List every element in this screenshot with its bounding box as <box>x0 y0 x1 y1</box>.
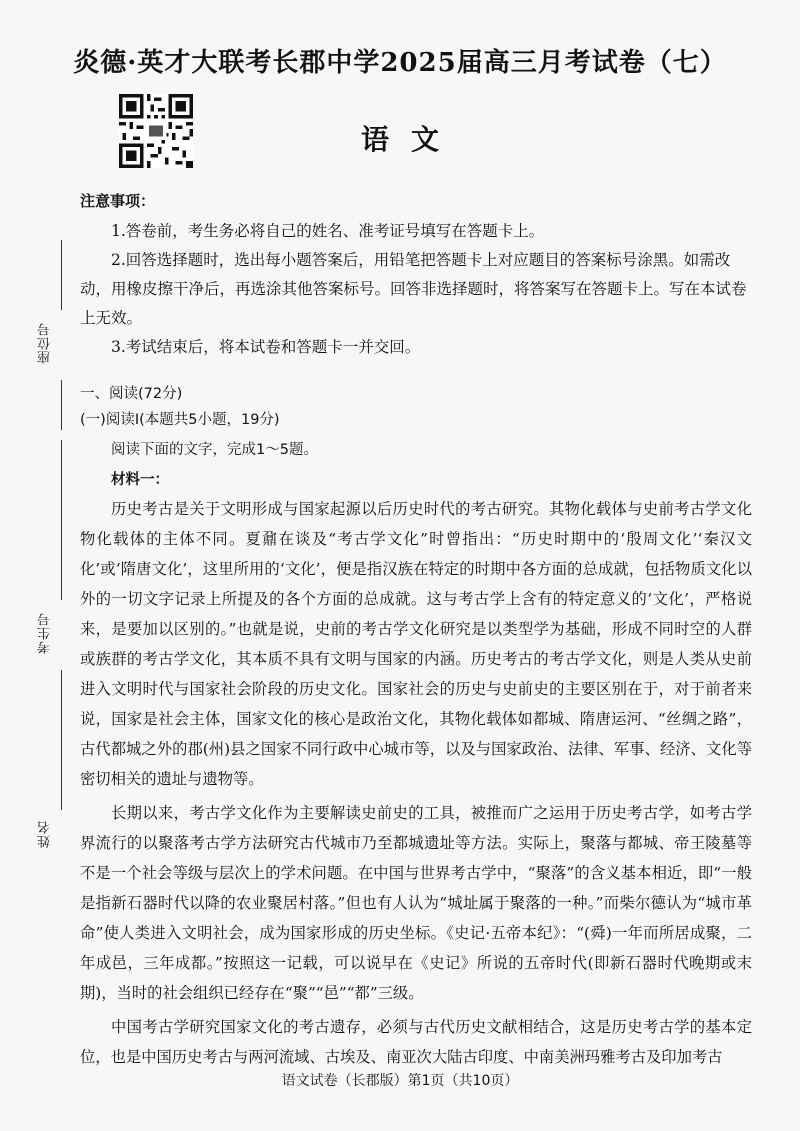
passage-paragraph: 中国考古学研究国家文化的考古遗存，必须与古代历史文献相结合，这是历史考古学的基本定位，也是中国历史考古与两河流域、古埃及、南亚次大陆古印度、中南美洲玛雅考古及印加考古 <box>80 1018 752 1066</box>
exam-number-label: 考生号 <box>38 612 53 654</box>
exam-title: 炎德·英才大联考长郡中学2025届高三月考试卷（七） <box>73 48 727 78</box>
material-label: 材料一： <box>111 472 169 488</box>
notice-item: 3.考试结束后，将本试卷和答题卡一并交回。 <box>111 338 421 356</box>
notice-item: 1.答卷前，考生务必将自己的姓名、准考证号填写在答题卡上。 <box>111 222 545 240</box>
notice-title: 注意事项： <box>80 192 156 210</box>
reading-section <box>80 381 752 493</box>
notice-section <box>80 190 752 362</box>
passage-paragraph: 历史考古是关于文明形成与国家起源以后历史时代的考古研究。其物化载体与史前考古学文化物化载体的主体不同。夏鼐在谈及“考古学文化”时曾指出：“历史时期中的‘殷周文化’‘秦汉文化’或‘隋唐文化’，这里所用的‘文化’，便是指汉族在特定的时期中各方面的总成就，包括物质文化以外的一切文字记录上所提及的各个方面的总成就。这与考古学上含有的特定意义的‘文化’，严格说来，是要加以区别的。”也就是说，史前的考古学文化研究是以类型学为基础，形成不同时空的人群或族群的考古学文化，其本质不具有文明与国家的内涵。历史考古的考古学文化，则是人类从史前进入文明时代与国家社会阶段的历史文化。国家社会的历史与史前史的主要区别在于，对于前者来说，国家是社会主体，国家文化的核心是政治文化，其物化载体如都城、隋唐运河、“丝绸之路”，古代都城之外的郡(州)县之国家不同行政中心城市等，以及与国家政治、法律、军事、经济、文化等密切相关的遗址与遗物等。 <box>80 500 752 788</box>
name-label: 姓名 <box>38 820 53 848</box>
passage <box>80 494 752 1072</box>
binding-name <box>28 690 68 890</box>
notice-item: 2.回答选择题时，选出每小题答案后，用铅笔把答题卡上对应题目的答案标号涂黑。如需改动，用橡皮擦干净后，再选涂其他答案标号。回答非选择题时，将答案写在答题卡上。写在本试卷上无效。 <box>80 251 747 327</box>
page-footer: 语文试卷（长郡版）第1页（共10页） <box>281 1073 519 1089</box>
part-heading: 一、阅读(72分) <box>80 386 183 402</box>
sub-heading: (一)阅读Ⅰ(本题共5小题，19分) <box>80 412 280 428</box>
seat-number-label: 座位号 <box>38 322 53 364</box>
subject-title: 语文 <box>360 123 461 156</box>
binding-seat <box>28 240 68 430</box>
binding-exam-number <box>28 440 68 690</box>
passage-paragraph: 长期以来，考古学文化作为主要解读史前史的工具，被推而广之运用于历史考古学，如考古学界流行的以聚落考古学方法研究古代城市乃至都城遗址等方法。实际上，聚落与都城、帝王陵墓等不是一个社会等级与层次上的学术问题。在中国与世界考古学中，“聚落”的含义基本相近，即“一般是指新石器时代以降的农业聚居村落。”但也有人认为“城址属于聚落的一种。”而柴尔德认为“城市革命”使人类进入文明社会，成为国家形成的历史坐标。《史记·五帝本纪》：“(舜)一年而所居成聚，二年成邑，三年成都。”按照这一记载，可以说早在《史记》所说的五帝时代(即新石器时代晚期或末期)，当时的社会组织已经存在“聚”“邑”“都”三级。 <box>80 804 752 1002</box>
instruction: 阅读下面的文字，完成1～5题。 <box>111 442 318 458</box>
